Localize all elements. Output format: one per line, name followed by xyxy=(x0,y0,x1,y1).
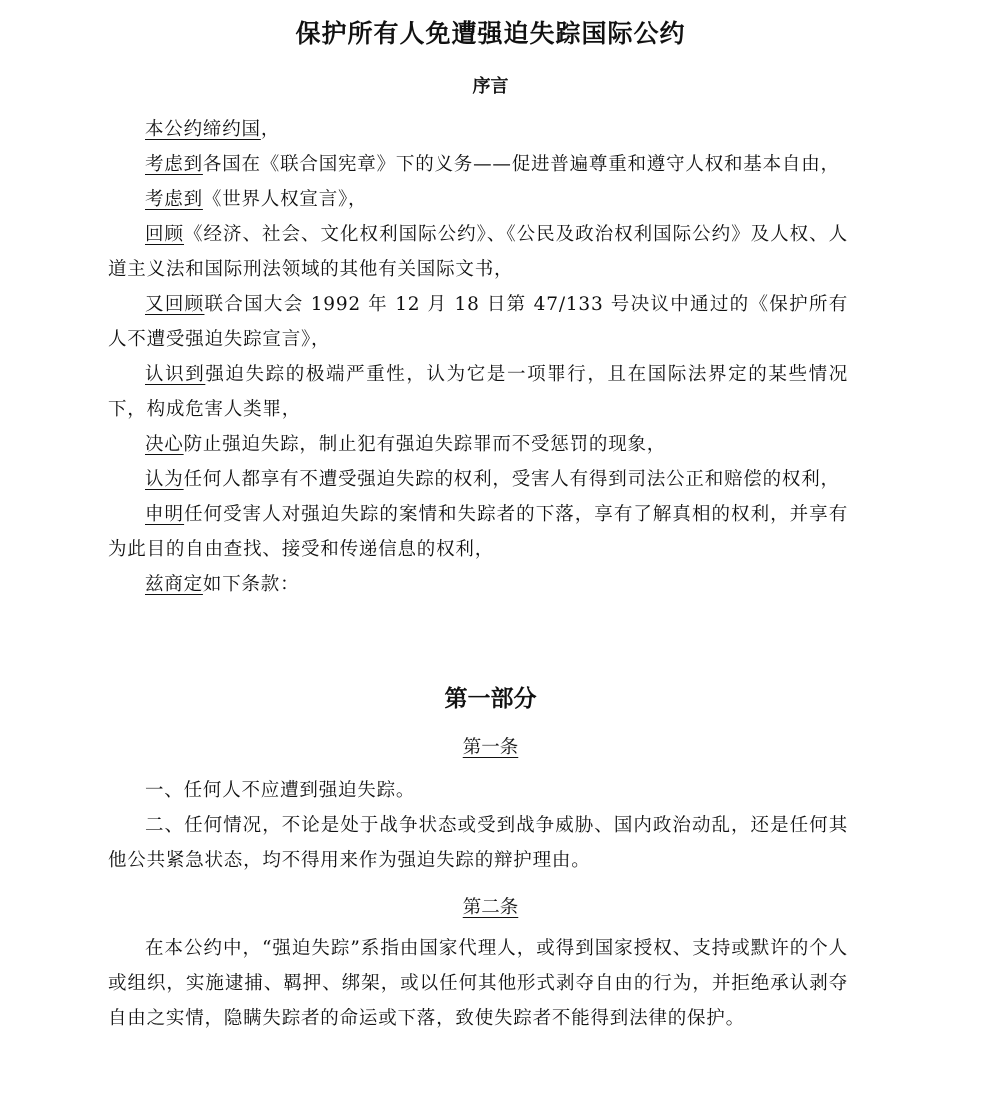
article-2-heading: 第二条 xyxy=(462,897,519,918)
preamble-keyword: 兹商定 xyxy=(145,574,203,595)
preamble-text: 任何人都享有不遭受强迫失踪的权利，受害人有得到司法公正和赔偿的权利， xyxy=(183,469,840,490)
preamble-keyword: 认识到 xyxy=(145,364,206,385)
preamble-keyword: 考虑到 xyxy=(145,189,203,210)
preamble-text: 防止强迫失踪，制止犯有强迫失踪罪而不受惩罚的现象， xyxy=(183,434,667,455)
article-1-paragraph: 一、任何人不应遭到强迫失踪。 xyxy=(145,780,416,801)
article-2-paragraph: 在本公约中，“强迫失踪”系指由国家代理人，或得到国家授权、支持或默许的个人或组织，实施逮捕、羁押、绑架，或以任何其他形式剥夺自由的行为，并拒绝承认剥夺自由之实情，隐瞒失踪者的命运或下落，致使失踪者不能得到法律的保护。 xyxy=(108,938,848,1029)
preamble-paragraph xyxy=(108,567,848,602)
preamble-paragraph xyxy=(108,182,848,217)
preamble-keyword: 决心 xyxy=(145,434,184,455)
preamble-paragraph xyxy=(108,147,848,182)
article-2-body xyxy=(108,931,848,1036)
preamble-paragraph xyxy=(108,112,848,147)
article-2-heading-wrap xyxy=(0,893,981,919)
preamble xyxy=(108,112,848,602)
preamble-paragraph xyxy=(108,357,848,427)
preamble-paragraph xyxy=(108,462,848,497)
document-title: 保护所有人免遭强迫失踪国际公约 xyxy=(295,19,686,48)
preamble-text: 联合国大会 1992 年 12 月 18 日第 47/133 号决议中通过的《保护所有人不遭受强迫失踪宣言》， xyxy=(108,294,848,350)
preamble-heading: 序言 xyxy=(472,76,509,97)
preamble-text: 各国在《联合国宪章》下的义务——促进普遍尊重和遵守人权和基本自由， xyxy=(202,154,840,175)
article-1-heading-wrap xyxy=(0,733,981,759)
preamble-keyword: 本公约缔约国 xyxy=(145,119,261,140)
preamble-paragraph xyxy=(108,497,848,567)
part-one-heading: 第一部分 xyxy=(444,685,537,712)
preamble-paragraph xyxy=(108,217,848,287)
preamble-text: 《世界人权宣言》， xyxy=(202,189,368,210)
preamble-text: ， xyxy=(260,119,281,140)
preamble-text: 任何受害人对强迫失踪的案情和失踪者的下落，享有了解真相的权利，并享有为此目的自由查找、接受和传递信息的权利， xyxy=(108,504,849,560)
article-1-paragraph: 二、任何情况，不论是处于战争状态或受到战争威胁、国内政治动乱，还是任何其他公共紧急状态，均不得用来作为强迫失踪的辩护理由。 xyxy=(108,815,848,871)
article-1-body xyxy=(108,773,848,878)
preamble-keyword: 申明 xyxy=(145,504,185,525)
preamble-paragraph xyxy=(108,427,848,462)
preamble-keyword: 又回顾 xyxy=(145,294,205,315)
preamble-text: 强迫失踪的极端严重性，认为它是一项罪行，且在国际法界定的某些情况下，构成危害人类罪， xyxy=(108,364,848,420)
preamble-text: 如下条款： xyxy=(202,574,300,595)
article-1-heading: 第一条 xyxy=(462,737,519,758)
preamble-keyword: 认为 xyxy=(145,469,184,490)
preamble-text: 《经济、社会、文化权利国际公约》、《公民及政治权利国际公约》及人权、人道主义法和国际刑法领域的其他有关国际文书， xyxy=(108,224,848,280)
preamble-keyword: 回顾 xyxy=(145,224,185,245)
preamble-keyword: 考虑到 xyxy=(145,154,203,175)
preamble-paragraph xyxy=(108,287,848,357)
